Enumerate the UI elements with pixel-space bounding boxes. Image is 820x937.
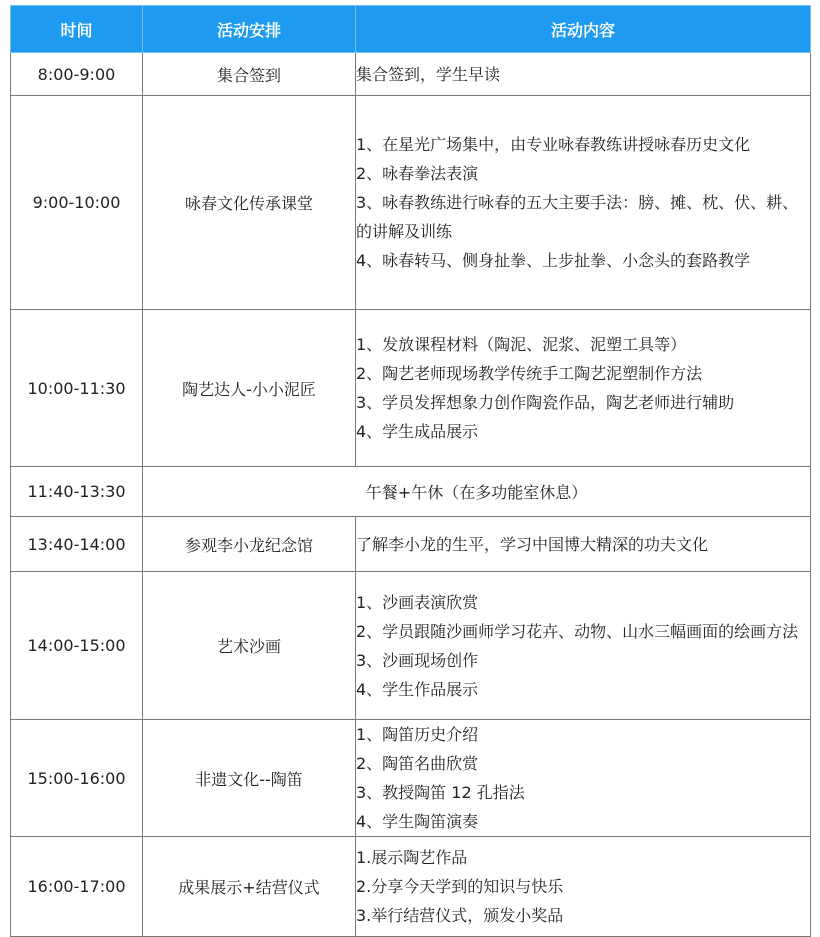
activity-cell: 非遗文化--陶笛 (143, 720, 356, 837)
table-row (11, 96, 811, 310)
header-time: 时间 (11, 6, 143, 53)
content-line: 3.举行结营仪式，颁发小奖品 (356, 906, 564, 925)
activity-cell: 咏春文化传承课堂 (143, 96, 356, 310)
time-cell: 14:00-15:00 (11, 572, 143, 720)
content-line: 2、陶笛名曲欣赏 (356, 754, 479, 773)
content-line: 4、咏春转马、侧身扯拳、上步扯拳、小念头的套路教学 (356, 251, 751, 270)
table-row (11, 837, 811, 937)
activity-cell: 参观李小龙纪念馆 (143, 517, 356, 572)
content-line: 2.分享今天学到的知识与快乐 (356, 877, 564, 896)
content-line: 2、陶艺老师现场教学传统手工陶艺泥塑制作方法 (356, 364, 703, 383)
content-line: 1、沙画表演欣赏 (356, 592, 479, 612)
content-cell (356, 837, 811, 937)
content-cell (356, 517, 811, 572)
table-row (11, 310, 811, 467)
activity-cell: 集合签到 (143, 53, 356, 96)
time-cell: 15:00-16:00 (11, 720, 143, 837)
content-line: 4、学生成品展示 (356, 422, 479, 441)
content-line: 集合签到，学生早读 (356, 64, 501, 84)
time-cell: 9:00-10:00 (11, 96, 143, 310)
header-content: 活动内容 (356, 6, 811, 53)
content-line: 1、发放课程材料（陶泥、泥浆、泥塑工具等） (356, 335, 687, 354)
content-line: 3、沙画现场创作 (356, 650, 479, 670)
content-cell (356, 310, 811, 467)
schedule-table (10, 5, 811, 937)
table-row (11, 467, 811, 517)
content-cell (356, 572, 811, 720)
header-activity: 活动安排 (143, 6, 356, 53)
lunch-break-cell: 午餐+午休（在多功能室休息） (143, 467, 811, 517)
content-line: 3、咏春教练进行咏春的五大主要手法：膀、摊、枕、伏、耕、的讲解及训练 (356, 193, 799, 241)
activity-cell: 成果展示+结营仪式 (143, 837, 356, 937)
content-cell (356, 96, 811, 310)
content-line: 2、学员跟随沙画师学习花卉、动物、山水三幅画面的绘画方法 (356, 621, 799, 641)
content-line: 1、在星光广场集中，由专业咏春教练讲授咏春历史文化 (356, 135, 751, 154)
content-line: 1、陶笛历史介绍 (356, 725, 479, 744)
time-cell: 11:40-13:30 (11, 467, 143, 517)
time-cell: 10:00-11:30 (11, 310, 143, 467)
activity-cell: 陶艺达人-小小泥匠 (143, 310, 356, 467)
content-line: 2、咏春拳法表演 (356, 164, 479, 183)
table-row (11, 517, 811, 572)
content-cell (356, 720, 811, 837)
content-line: 3、教授陶笛 12 孔指法 (356, 783, 525, 802)
header-row (11, 6, 811, 53)
time-cell: 13:40-14:00 (11, 517, 143, 572)
content-cell (356, 53, 811, 96)
table-row (11, 53, 811, 96)
activity-cell: 艺术沙画 (143, 572, 356, 720)
time-cell: 8:00-9:00 (11, 53, 143, 96)
table-row (11, 572, 811, 720)
content-line: 4、学生作品展示 (356, 679, 479, 699)
content-line: 3、学员发挥想象力创作陶瓷作品，陶艺老师进行辅助 (356, 393, 735, 412)
time-cell: 16:00-17:00 (11, 837, 143, 937)
content-line: 了解李小龙的生平，学习中国博大精深的功夫文化 (356, 534, 709, 554)
content-line: 1.展示陶艺作品 (356, 848, 468, 867)
table-row (11, 720, 811, 837)
content-line: 4、学生陶笛演奏 (356, 812, 479, 831)
